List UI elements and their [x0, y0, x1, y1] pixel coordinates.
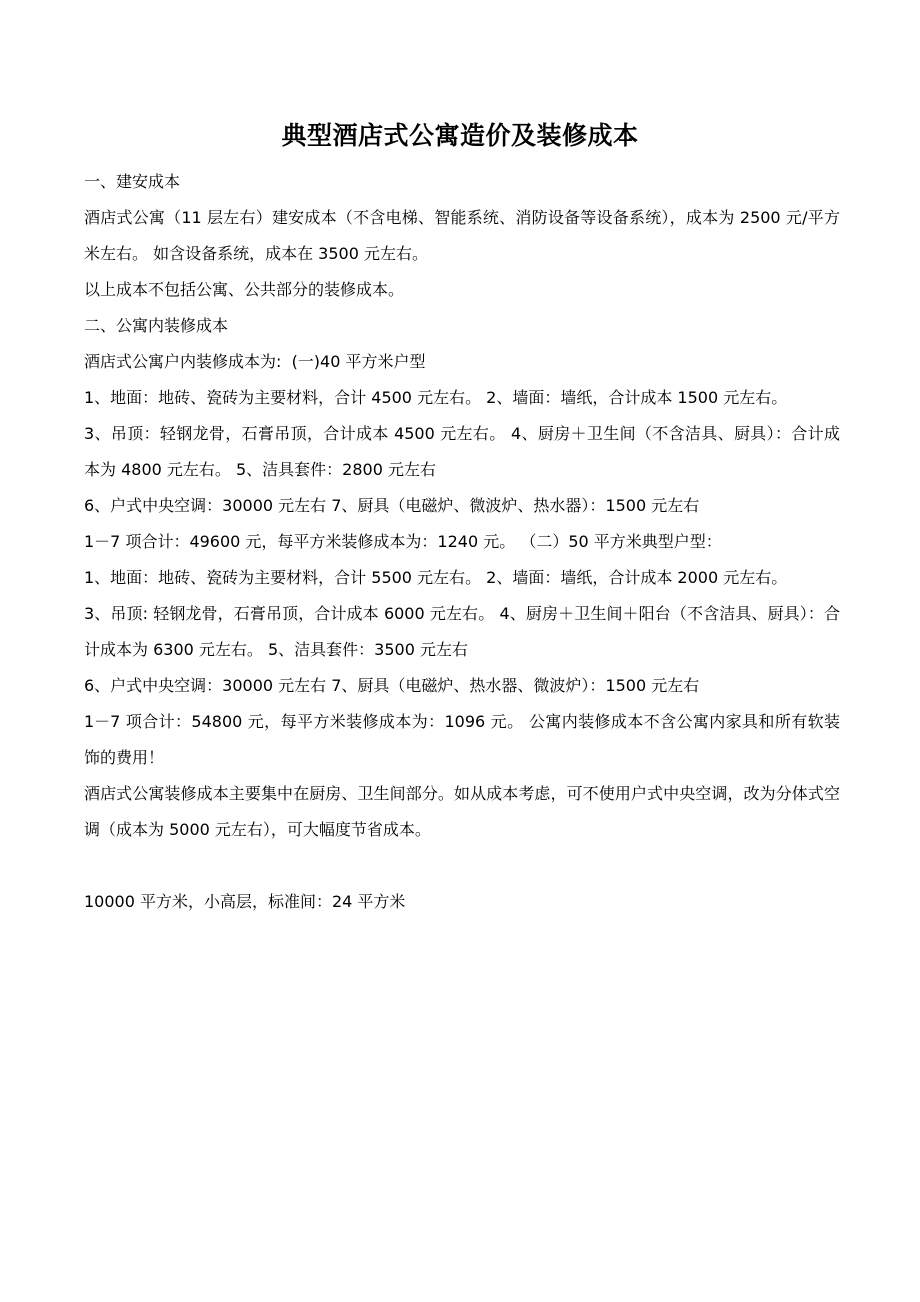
- paragraph-40sqm-items-3-5: 3、吊顶：轻钢龙骨，石膏吊顶，合计成本 4500 元左右。 4、厨房＋卫生间（不含洁具、厨具）：合计成本为 4800 元左右。 5、洁具套件：2800 元左右: [84, 424, 840, 479]
- section-heading-construction-cost: 一、建安成本: [84, 172, 181, 191]
- paragraph-building-summary: 10000 平方米，小高层，标准间：24 平方米: [84, 892, 406, 911]
- paragraph-40sqm-total: 1－7 项合计：49600 元，每平方米装修成本为：1240 元。 （二）50 平方米典型户型：: [84, 532, 722, 551]
- paragraph-50sqm-items-1-2: 1、地面：地砖、瓷砖为主要材料，合计 5500 元左右。 2、墙面：墙纸，合计成本 2000 元左右。: [84, 568, 788, 587]
- paragraph-40sqm-items-6-7: 6、户式中央空调：30000 元左右 7、厨具（电磁炉、微波炉、热水器）：1500 元左右: [84, 496, 700, 515]
- paragraph-construction-cost: 酒店式公寓（11 层左右）建安成本（不含电梯、智能系统、消防设备等设备系统），成本为 2500 元/平方米左右。 如含设备系统，成本在 3500 元左右。: [84, 208, 840, 263]
- blank-line: [84, 848, 840, 884]
- paragraph-50sqm-items-3-5: 3、吊顶: 轻钢龙骨，石膏吊顶，合计成本 6000 元左右。 4、厨房＋卫生间＋阳台（不含洁具、厨具）：合计成本为 6300 元左右。 5、洁具套件：3500 元左右: [84, 604, 840, 659]
- document-title: 典型酒店式公寓造价及装修成本: [281, 121, 639, 150]
- section-heading-interior-cost: 二、公寓内装修成本: [84, 316, 229, 335]
- paragraph-50sqm-total: 1－7 项合计：54800 元，每平方米装修成本为：1096 元。 公寓内装修成本不含公寓内家具和所有软装饰的费用！: [84, 712, 840, 767]
- paragraph-40sqm-intro: 酒店式公寓户内装修成本为: (一)40 平方米户型: [84, 352, 426, 371]
- paragraph-cost-saving-note: 酒店式公寓装修成本主要集中在厨房、卫生间部分。如从成本考虑，可不使用户式中央空调，改为分体式空调（成本为 5000 元左右），可大幅度节省成本。: [84, 784, 840, 839]
- paragraph-50sqm-items-6-7: 6、户式中央空调：30000 元左右 7、厨具（电磁炉、热水器、微波炉）：1500 元左右: [84, 676, 700, 695]
- document-body: [84, 164, 840, 920]
- paragraph-exclusion-note: 以上成本不包括公寓、公共部分的装修成本。: [84, 280, 405, 299]
- paragraph-40sqm-items-1-2: 1、地面：地砖、瓷砖为主要材料，合计 4500 元左右。 2、墙面：墙纸，合计成本 1500 元左右。: [84, 388, 788, 407]
